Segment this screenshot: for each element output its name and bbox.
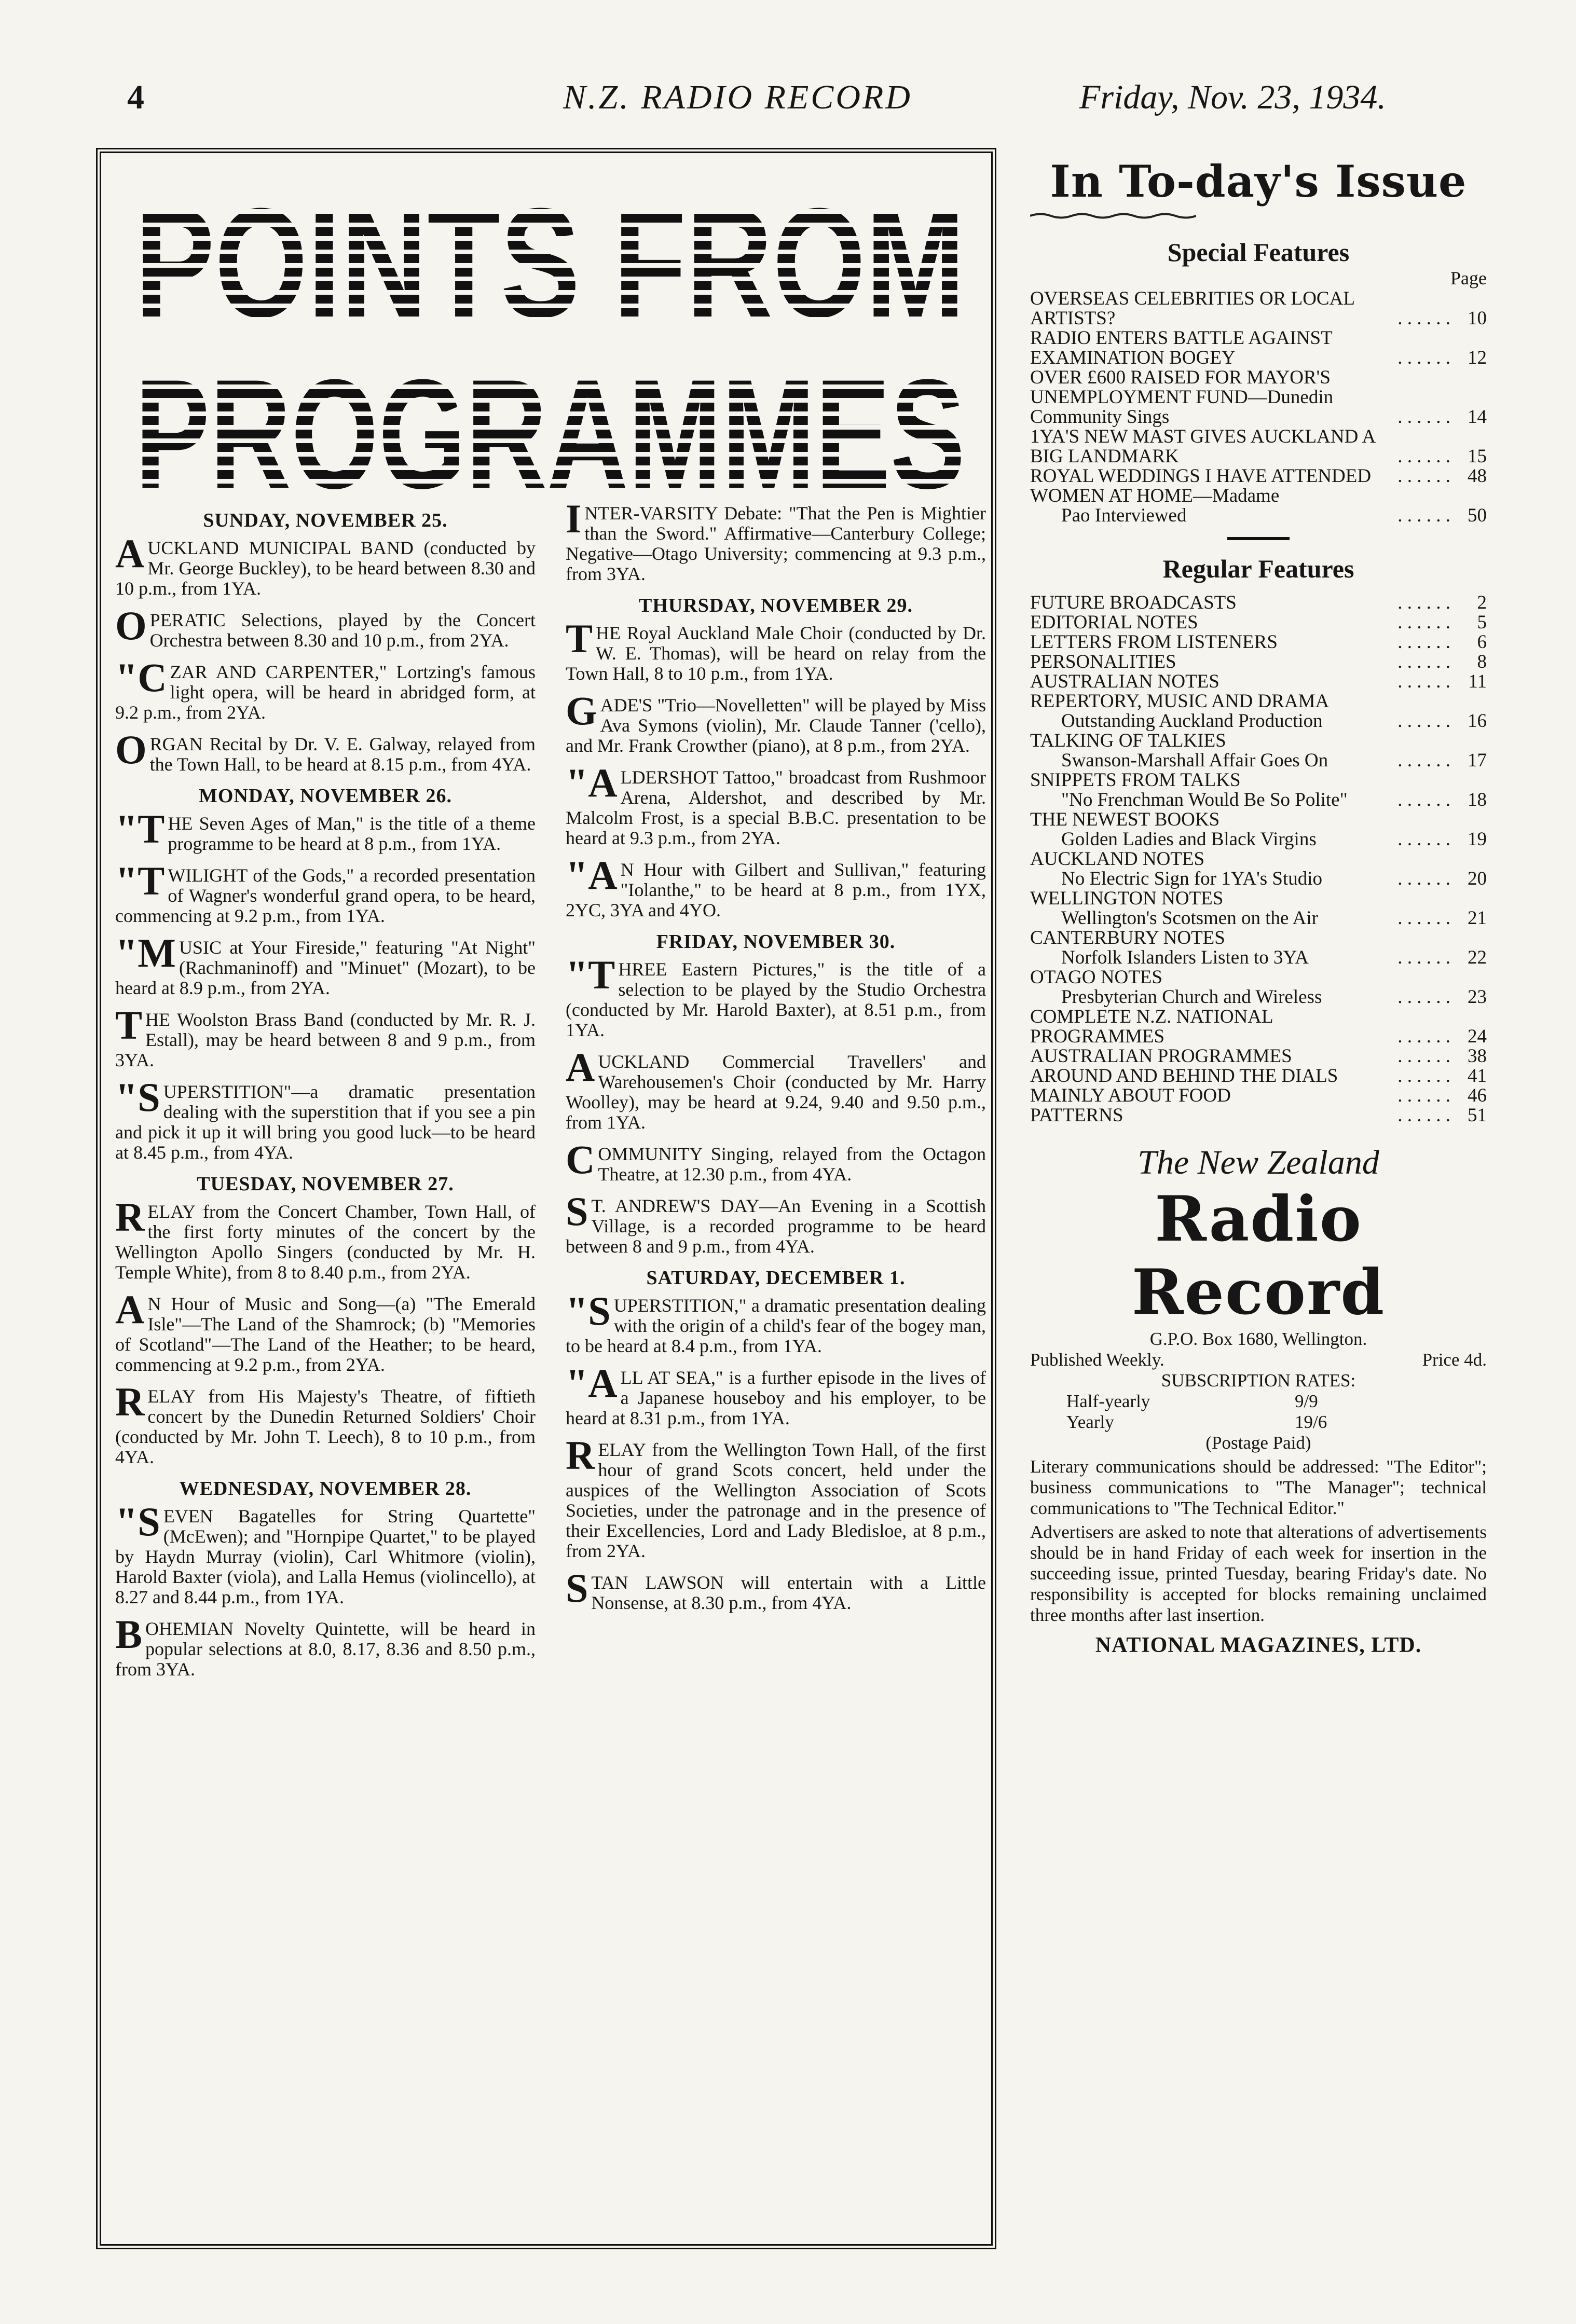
toc-entry-title: TALKING OF TALKIES bbox=[1030, 730, 1226, 751]
toc-entry-page: 48 bbox=[1468, 465, 1487, 487]
toc-entry-page: 46 bbox=[1468, 1085, 1487, 1106]
toc-entry-title: LETTERS FROM LISTENERS bbox=[1030, 631, 1278, 653]
rate-half-yearly-value: 9/9 bbox=[1295, 1391, 1318, 1411]
toc-entry-page: 41 bbox=[1468, 1065, 1487, 1087]
toc-entry bbox=[1030, 889, 1487, 928]
toc-entry-page: 12 bbox=[1468, 347, 1487, 368]
page-number: 4 bbox=[127, 78, 144, 116]
day-heading: WEDNESDAY, NOVEMBER 28. bbox=[179, 1478, 472, 1500]
toc-entry-subtitle: Norfolk Islanders Listen to 3YA bbox=[1061, 947, 1309, 968]
programme-item: INTER-VARSITY Debate: "That the Pen is Mightier than the Sword." Affirmative—Canterbury College; Negative—Otago University; commencing at 9.3 p.m., from 3YA. bbox=[566, 496, 986, 584]
toc-entry-title: AROUND AND BEHIND THE DIALS bbox=[1030, 1065, 1338, 1087]
toc-entry-title: AUSTRALIAN NOTES bbox=[1030, 671, 1219, 692]
programme-item: "THREE Eastern Pictures," is the title of a selection to be played by the Studio Orchestra (conducted by Mr. Harold Baxter), at 8.51 p.m., from 1YA. bbox=[566, 952, 986, 1040]
banner-line-2: PROGRAMMES bbox=[135, 347, 965, 508]
toc-entry-page: 19 bbox=[1468, 829, 1487, 850]
publisher-name: NATIONAL MAGAZINES, LTD. bbox=[1095, 1633, 1422, 1657]
toc-entry-page: 51 bbox=[1468, 1105, 1487, 1126]
toc-entry-subtitle: Presbyterian Church and Wireless bbox=[1061, 986, 1322, 1008]
toc-entry-page: 2 bbox=[1477, 592, 1487, 613]
day-heading: SATURDAY, DECEMBER 1. bbox=[646, 1267, 906, 1289]
programme-item: AN Hour of Music and Song—(a) "The Emerald Isle"—The Land of the Shamrock; (b) "Memories of Scotland"—The Land of the Heather; to be heard, commencing at 9.2 p.m., from 2YA. bbox=[115, 1287, 536, 1375]
leader-dots: . . . . . . bbox=[1397, 1065, 1450, 1087]
toc-entry-page: 14 bbox=[1468, 406, 1487, 428]
programme-item: BOHEMIAN Novelty Quintette, will be heard in popular selections at 8.0, 8.17, 8.36 and 8.50 p.m., from 3YA. bbox=[115, 1612, 536, 1680]
toc-entry bbox=[1030, 289, 1487, 328]
toc-entry-subtitle: Golden Ladies and Black Virgins bbox=[1061, 829, 1317, 850]
toc-entry-title: THE NEWEST BOOKS bbox=[1030, 809, 1220, 830]
toc-entry-title: COMPLETE N.Z. NATIONAL PROGRAMMES bbox=[1030, 1006, 1273, 1047]
toc-entry bbox=[1030, 849, 1487, 889]
programme-item: "ALDERSHOT Tattoo," broadcast from Rushmoor Arena, Aldershot, and described by Mr. Malcolm Frost, is a special B.B.C. presentation to be heard at 9.3 p.m., from 2YA. bbox=[566, 760, 986, 848]
toc-entry-page: 17 bbox=[1468, 750, 1487, 771]
toc-entry-subtitle: Swanson-Marshall Affair Goes On bbox=[1061, 750, 1328, 771]
toc-entry-title: WOMEN AT HOME—Madame bbox=[1030, 485, 1280, 506]
leader-dots: . . . . . . bbox=[1397, 1105, 1450, 1126]
leader-dots: . . . . . . bbox=[1397, 631, 1450, 653]
programme-item: "SEVEN Bagatelles for String Quartette" (McEwen); and "Hornpipe Quartet," to be played by Haydn Murray (violin), Carl Whitmore (violin), Harold Baxter (viola), and Lalla Hemus (violincello), at 8.27 and 8.44 p.m., from 1YA. bbox=[115, 1499, 536, 1607]
toc-entry bbox=[1030, 1066, 1487, 1086]
leader-dots: . . . . . . bbox=[1397, 829, 1450, 850]
toc-entry-title: EDITORIAL NOTES bbox=[1030, 612, 1198, 633]
leader-dots: . . . . . . bbox=[1397, 465, 1450, 487]
leader-dots: . . . . . . bbox=[1397, 947, 1450, 968]
toc-entry-title: OVERSEAS CELEBRITIES OR LOCAL ARTISTS? bbox=[1030, 288, 1354, 329]
regular-features-list bbox=[1030, 593, 1487, 1125]
toc-entry bbox=[1030, 1086, 1487, 1106]
programme-item: OPERATIC Selections, played by the Concert Orchestra between 8.30 and 10 p.m., from 2YA. bbox=[115, 603, 536, 651]
leader-dots: . . . . . . bbox=[1397, 347, 1450, 368]
toc-entry-title: PERSONALITIES bbox=[1030, 651, 1176, 672]
toc-entry-page: 24 bbox=[1468, 1026, 1487, 1047]
toc-entry bbox=[1030, 613, 1487, 632]
divider-rule bbox=[1227, 537, 1290, 540]
toc-entry bbox=[1030, 652, 1487, 672]
leader-dots: . . . . . . bbox=[1397, 1085, 1450, 1106]
toc-entry bbox=[1030, 928, 1487, 968]
toc-entry bbox=[1030, 1106, 1487, 1125]
toc-entry-title: 1YA'S NEW MAST GIVES AUCKLAND A BIG LANDMARK bbox=[1030, 426, 1375, 467]
programme-item: "MUSIC at Your Fireside," featuring "At Night" (Rachmaninoff) and "Minuet" (Mozart), to be heard at 8.9 p.m., from 2YA. bbox=[115, 930, 536, 998]
programme-item: "THE Seven Ages of Man," is the title of a theme programme to be heard at 8 p.m., from 1YA. bbox=[115, 806, 536, 854]
programme-item: "ALL AT SEA," is a further episode in the lives of a Japanese houseboy and his employer, to be heard at 8.31 p.m., from 1YA. bbox=[566, 1360, 986, 1428]
programme-item: THE Royal Auckland Male Choir (conducted by Dr. W. E. Thomas), will be heard on relay from the Town Hall, 8 to 10 p.m., from 1YA. bbox=[566, 616, 986, 684]
masthead-address: G.P.O. Box 1680, Wellington. bbox=[1149, 1329, 1367, 1349]
masthead-logo: Radio Record bbox=[1131, 1182, 1386, 1329]
rate-half-yearly-label: Half-yearly bbox=[1066, 1391, 1150, 1411]
leader-dots: . . . . . . bbox=[1397, 789, 1450, 810]
programmes-column-right bbox=[566, 496, 986, 1625]
leader-dots: . . . . . . bbox=[1397, 446, 1450, 467]
banner-line-1: POINTS FROM bbox=[135, 187, 965, 350]
toc-entry-page: 10 bbox=[1468, 308, 1487, 329]
toc-entry-title: OVER £600 RAISED FOR MAYOR'S UNEMPLOYMENT FUND—Dunedin Community Sings bbox=[1030, 367, 1334, 428]
ornament-divider bbox=[1030, 212, 1196, 219]
programme-item: "CZAR AND CARPENTER," Lortzing's famous light opera, will be heard in abridged form, at 9.2 p.m., from 2YA. bbox=[115, 655, 536, 723]
toc-entry-title: WELLINGTON NOTES bbox=[1030, 888, 1224, 909]
programme-item: "TWILIGHT of the Gods," a recorded presentation of Wagner's wonderful grand opera, to be heard, commencing at 9.2 p.m., from 1YA. bbox=[115, 858, 536, 926]
postage-note: (Postage Paid) bbox=[1205, 1433, 1311, 1453]
toc-entry bbox=[1030, 810, 1487, 849]
programme-item: RELAY from the Concert Chamber, Town Hall, of the first forty minutes of the concert by the Wellington Apollo Singers (conducted by Mr. H. Temple White), from 8 to 8.40 p.m., from 2YA. bbox=[115, 1194, 536, 1283]
toc-entry-title: MAINLY ABOUT FOOD bbox=[1030, 1085, 1231, 1106]
toc-entry-title: AUSTRALIAN PROGRAMMES bbox=[1030, 1046, 1292, 1067]
issue-date: Friday, Nov. 23, 1934. bbox=[1079, 78, 1386, 116]
leader-dots: . . . . . . bbox=[1397, 868, 1450, 889]
toc-entry bbox=[1030, 593, 1487, 613]
toc-entry-page: 21 bbox=[1468, 907, 1487, 929]
page-column-label: Page bbox=[1450, 268, 1487, 288]
regular-features-heading: Regular Features bbox=[1162, 554, 1354, 583]
programmes-column-left bbox=[115, 503, 536, 1691]
leader-dots: . . . . . . bbox=[1397, 406, 1450, 428]
rate-yearly-label: Yearly bbox=[1066, 1412, 1114, 1432]
toc-entry-page: 15 bbox=[1468, 446, 1487, 467]
toc-entry bbox=[1030, 1007, 1487, 1047]
advertisers-notice: Advertisers are asked to note that alterations of advertisements should be in hand Friday of each week for insertion in the succeeding issue, printed Tuesday, bearing Friday's date. No responsibility is accepted for blocks remaining unclaimed three months after last insertion. bbox=[1030, 1522, 1487, 1625]
toc-entry-page: 22 bbox=[1468, 947, 1487, 968]
toc-entry-title: SNIPPETS FROM TALKS bbox=[1030, 769, 1241, 791]
programme-item: RELAY from the Wellington Town Hall, of the first hour of grand Scots concert, held under the auspices of the Wellington Association of Scots Societies, under the patronage and in the presence of their Excellencies, Lord and Lady Bledisloe, at 8 p.m., from 2YA. bbox=[566, 1433, 986, 1561]
special-features-list bbox=[1030, 289, 1487, 526]
subscription-heading: SUBSCRIPTION RATES: bbox=[1161, 1370, 1356, 1391]
editorial-notice: Literary communications should be addressed: "The Editor"; business communications to "The Manager"; technical communications to "The Technical Editor." bbox=[1030, 1456, 1487, 1518]
toc-entry-title: ROYAL WEDDINGS I HAVE ATTENDED bbox=[1030, 465, 1372, 487]
programme-item: GADE'S "Trio—Novelletten" will be played by Miss Ava Symons (violin), Mr. Claude Tanner ('cello), and Mr. Frank Crowther (piano), at 8 p.m., from 2YA. bbox=[566, 688, 986, 756]
programme-item: "SUPERSTITION"—a dramatic presentation dealing with the superstition that if you see a pin and pick it up it will bring you good luck—to be heard at 8.45 p.m., from 4YA. bbox=[115, 1075, 536, 1163]
programme-item: COMMUNITY Singing, relayed from the Octagon Theatre, at 12.30 p.m., from 4YA. bbox=[566, 1137, 986, 1185]
price: Price 4d. bbox=[1422, 1350, 1487, 1370]
special-features-heading: Special Features bbox=[1167, 238, 1350, 267]
leader-dots: . . . . . . bbox=[1397, 1046, 1450, 1067]
toc-entry bbox=[1030, 672, 1487, 692]
toc-entry-title: FUTURE BROADCASTS bbox=[1030, 592, 1237, 613]
leader-dots: . . . . . . bbox=[1397, 612, 1450, 633]
leader-dots: . . . . . . bbox=[1397, 671, 1450, 692]
toc-entry bbox=[1030, 466, 1487, 486]
leader-dots: . . . . . . bbox=[1397, 750, 1450, 771]
toc-entry-page: 20 bbox=[1468, 868, 1487, 889]
programme-item: AUCKLAND MUNICIPAL BAND (conducted by Mr. George Buckley), to be heard between 8.30 and 10 p.m., from 1YA. bbox=[115, 531, 536, 599]
toc-entry bbox=[1030, 731, 1487, 771]
rate-yearly-value: 19/6 bbox=[1295, 1412, 1327, 1432]
toc-entry-page: 18 bbox=[1468, 789, 1487, 810]
programme-item: AUCKLAND Commercial Travellers' and Warehousemen's Choir (conducted by Mr. Harry Woolley), may be heard at 9.24, 9.40 and 9.50 p.m., from 1YA. bbox=[566, 1044, 986, 1133]
toc-entry bbox=[1030, 486, 1487, 526]
programme-item: ST. ANDREW'S DAY—An Evening in a Scottish Village, is a recorded programme to be heard between 8 and 9 p.m., from 4YA. bbox=[566, 1189, 986, 1257]
leader-dots: . . . . . . bbox=[1397, 1026, 1450, 1047]
programme-item: THE Woolston Brass Band (conducted by Mr. R. J. Estall), may be heard between 8 and 9 p.m., from 3YA. bbox=[115, 1002, 536, 1070]
toc-entry bbox=[1030, 771, 1487, 810]
leader-dots: . . . . . . bbox=[1397, 308, 1450, 329]
leader-dots: . . . . . . bbox=[1397, 907, 1450, 929]
toc-entry bbox=[1030, 328, 1487, 368]
toc-entry-subtitle: Pao Interviewed bbox=[1061, 505, 1187, 526]
toc-entry-title: RADIO ENTERS BATTLE AGAINST EXAMINATION BOGEY bbox=[1030, 327, 1333, 368]
programme-item: "AN Hour with Gilbert and Sullivan," featuring "Iolanthe," to be heard at 8 p.m., from 1YX, 2YC, 3YA and 4YO. bbox=[566, 852, 986, 920]
toc-entry-title: CANTERBURY NOTES bbox=[1030, 927, 1225, 948]
day-heading: FRIDAY, NOVEMBER 30. bbox=[656, 931, 896, 953]
leader-dots: . . . . . . bbox=[1397, 710, 1450, 732]
toc-entry-subtitle: "No Frenchman Would Be So Polite" bbox=[1061, 789, 1348, 810]
toc-heading: In To-day's Issue bbox=[1050, 156, 1467, 207]
toc-entry-title: OTAGO NOTES bbox=[1030, 967, 1162, 988]
leader-dots: . . . . . . bbox=[1397, 505, 1450, 526]
programme-item: ORGAN Recital by Dr. V. E. Galway, relayed from the Town Hall, to be heard at 8.15 p.m., from 4YA. bbox=[115, 727, 536, 775]
toc-entry bbox=[1030, 427, 1487, 466]
programme-item: "SUPERSTITION," a dramatic presentation dealing with the origin of a child's fear of the bogey man, to be heard at 8.4 p.m., from 1YA. bbox=[566, 1288, 986, 1356]
toc-entry-subtitle: Outstanding Auckland Production bbox=[1061, 710, 1323, 732]
toc-entry-title: PATTERNS bbox=[1030, 1105, 1123, 1126]
toc-entry-page: 5 bbox=[1477, 612, 1487, 633]
programme-item: STAN LAWSON will entertain with a Little Nonsense, at 8.30 p.m., from 4YA. bbox=[566, 1565, 986, 1613]
programme-item: RELAY from His Majesty's Theatre, of fiftieth concert by the Dunedin Returned Soldiers' Choir (conducted by Mr. John T. Leech), 8 to 10 p.m., from 4YA. bbox=[115, 1379, 536, 1467]
toc-entry-page: 6 bbox=[1477, 631, 1487, 653]
toc-entry-page: 38 bbox=[1468, 1046, 1487, 1067]
toc-entry bbox=[1030, 692, 1487, 731]
day-heading: TUESDAY, NOVEMBER 27. bbox=[197, 1173, 454, 1195]
leader-dots: . . . . . . bbox=[1397, 986, 1450, 1008]
toc-entry bbox=[1030, 632, 1487, 652]
toc-entry bbox=[1030, 1047, 1487, 1066]
day-heading: THURSDAY, NOVEMBER 29. bbox=[638, 595, 913, 616]
masthead-kicker: The New Zealand bbox=[1138, 1144, 1379, 1181]
toc-entry-page: 8 bbox=[1477, 651, 1487, 672]
toc-entry bbox=[1030, 368, 1487, 427]
leader-dots: . . . . . . bbox=[1397, 592, 1450, 613]
toc-entry-page: 23 bbox=[1468, 986, 1487, 1008]
toc-entry-page: 11 bbox=[1468, 671, 1487, 692]
leader-dots: . . . . . . bbox=[1397, 651, 1450, 672]
masthead bbox=[1030, 1143, 1487, 1656]
points-from-programmes-banner bbox=[130, 187, 970, 508]
sidebar bbox=[1030, 156, 1487, 1677]
toc-entry-title: AUCKLAND NOTES bbox=[1030, 848, 1205, 870]
publication-title: N.Z. RADIO RECORD bbox=[563, 78, 912, 116]
toc-entry-page: 50 bbox=[1468, 505, 1487, 526]
published-weekly: Published Weekly. bbox=[1030, 1350, 1164, 1370]
toc-entry-title: REPERTORY, MUSIC AND DRAMA bbox=[1030, 691, 1330, 712]
day-heading: MONDAY, NOVEMBER 26. bbox=[198, 785, 452, 807]
toc-entry bbox=[1030, 968, 1487, 1007]
toc-entry-page: 16 bbox=[1468, 710, 1487, 732]
day-heading: SUNDAY, NOVEMBER 25. bbox=[203, 510, 448, 531]
toc-entry-subtitle: Wellington's Scotsmen on the Air bbox=[1061, 907, 1318, 929]
toc-entry-subtitle: No Electric Sign for 1YA's Studio bbox=[1061, 868, 1323, 889]
